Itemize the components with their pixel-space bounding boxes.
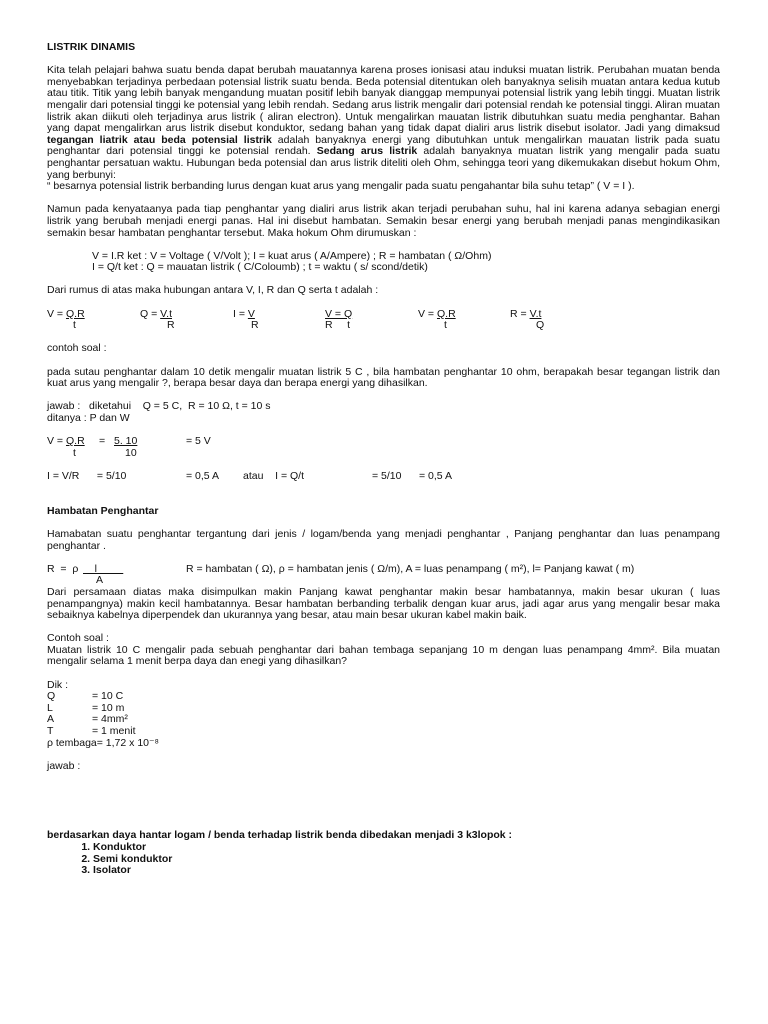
example1-voltage-calc: V = Q.R t = $\frac{5. 10}{10}$ = 5 V [47, 435, 211, 459]
list-item-isolator: 3. Isolator [93, 865, 720, 877]
hambatan-paragraph: Hamabatan suatu penghantar tergantung dari jenis / logam/benda yang menjadi penghantar , Panjang penghantar dan luas penampang penghantar . [47, 527, 720, 552]
hambatan-heading: Hambatan Penghantar [47, 504, 159, 517]
intro-paragraph [47, 65, 720, 181]
example1-question: pada sutau penghantar dalam 10 detik mengalir muatan listrik 5 C , bila hambatan penghantar 10 ohm, berapakah besar tegangan listrik dan kuat arus yang mengalir ?, berapa besar daya dan berapa energi yang dihasilkan. [47, 365, 720, 390]
known-t: T = 1 menit [47, 725, 136, 738]
known-a: A = 4mm² [47, 713, 128, 726]
ohm-law-quote: “ besarnya potensial listrik berbanding lurus dengan kuat arus yang mengalir pada suatu pengahantar bila suhu tetap” ( V = I ). [47, 180, 635, 193]
formula-voltage: V = I.R ket : V = Voltage ( V/Volt ); I = kuat arus ( A/Ampere) ; R = hambatan ( Ω/Ohm) [92, 249, 492, 262]
list-item-konduktor: 1. Konduktor [93, 842, 720, 854]
intro-text-3: adalah banyaknya muatan listrik yang mengalir pada suatu penghantar persatuan waktu. Hubungan beda potensial dan arus listrik diteliti oleh Ohm, sehingga teori yang dikemukakan disebut hokum Ohm, yang berbunyi: [47, 145, 721, 181]
example1-current-calc: I = V/R = 5/10 = 0,5 A atau I = Q/t = 5/10 = 0,5 A [47, 469, 452, 482]
formula-relations [47, 309, 720, 332]
example2-question: Muatan listrik 10 C mengalir pada sebuah penghantar dari bahan tembaga sepanjang 10 m dengan luas penampang 4mm². Bila muatan mengalir selama 1 menit berpa daya dan enegi yang dihasilkan? [47, 643, 720, 668]
relation-v-qr-t-2: V = Q.R t [418, 307, 456, 332]
known-q: Q = 10 C [47, 690, 124, 703]
page-title: LISTRIK DINAMIS [47, 41, 136, 53]
relation-i-v-r: I = V R [233, 307, 259, 332]
derivation-intro: Dari rumus di atas maka hubungan antara V, I, R dan Q serta t adalah : [47, 284, 379, 297]
intro-text-2: adalah banyaknya energi yang dibutuhkan untuk mengalirkan mauatan listrik pada suatu penghantar dari potensial tinggi ke potensial rendah. [47, 133, 720, 158]
list-item-semi-konduktor: 2. Semi konduktor [93, 854, 720, 866]
example1-known: jawab : diketahui Q = 5 C, R = 10 Ω, t = 10 s [47, 400, 271, 413]
example1-asked: ditanya : P dan W [47, 412, 130, 424]
intro-term-current: Sedang arus listrik [316, 145, 418, 158]
formula-current: I = Q/t ket : Q = mauatan listrik ( C/Coloumb) ; t = waktu ( s/ scond/detik) [92, 261, 428, 274]
known-rho: ρ tembaga= 1,72 x 10⁻⁸ [47, 736, 159, 749]
hambatan-conclusion: Dari persamaan diatas maka disimpulkan makin Panjang kawat penghantar makin besar hambatannya, makin besar ukuran ( luas penampangnya) makin kecil hambatannya. Besar hambatan berbanding terbalik dengan kuar arus, jadi agar arus yang mengalir besar maka sebaiknya kabelnya diperpendek dan ukurannya yang besar, atau main besar ukuran kabel makin baik. [47, 585, 720, 622]
example2-dik-label: Dik : [47, 678, 68, 691]
classification-intro: berdasarkan daya hantar logam / benda terhadap listrik benda dibedakan menjadi 3 k3lopok : [47, 829, 513, 842]
example1-label: contoh soal : [47, 342, 107, 355]
resistance-formula: R = ρ $\frac{l}{A}$ R = hambatan ( Ω), ρ = hambatan jenis ( Ω/m), A = luas penampang ( m²), l= Panjang kawat ( m) [47, 562, 635, 587]
material-list [47, 842, 720, 877]
document-page [47, 42, 720, 877]
resistance-legend: R = hambatan ( Ω), ρ = hambatan jenis ( Ω/m), A = luas penampang ( m²), l= Panjang kawat ( m) [186, 562, 635, 575]
example2-label: Contoh soal : [47, 632, 109, 645]
relation-q-vt-r: Q = V.t R [140, 307, 175, 332]
relation-v-q-rt: $\frac{V = Q}{\text{R t}}$ [325, 307, 353, 332]
known-l: L = 10 m [47, 701, 125, 714]
example2-known-values [47, 691, 720, 737]
example2-answer-label: jawab : [47, 759, 81, 772]
heat-paragraph: Namun pada kenyataanya pada tiap penghantar yang dialiri arus listrik akan terjadi perubahan suhu, hal ini karena adanya sebagian energi listrik yang berubah menjadi energi panas. Hal ini disebut hambatan. Semakin besar energi yang berubah menjadi panas mengindikasikan semakin besar hambatan penghantar tersebut. Maka hokum Ohm dirumuskan : [47, 203, 720, 239]
intro-text-1: Kita telah pelajari bahwa suatu benda dapat berubah mauatannya karena proses ionisasi atau induksi muatan listrik. Perubahan muatan benda menyebabkan terjadinya perbedaan potensial listrik suatu benda. Beda potensial ditentukan oleh banyaknya selisih muatan antara kedua kutub atau titik. Titik yang lebih banyak mengandung muatan positif lebih banyak dianggap mempunyai potensial listrik yang lebih tinggi. Muatan listrik mengalir dari potensial tinggi ke potensial yang lebih rendah. Sedang arus listrik mengalir dari potensial rendah ke potensial tinggi. Aliran muatan listrik akan diikuti oleh terjadinya arus listrik ( aliran electron). Untuk mengalirkan mauatan listrik dibutuhkan suatu media penghantar. Bahan yang dapat mengalirkan arus listrik disebut konduktor, sedang bahan yang tidak dapat dialiri arus listrik disebut isolator. Jadi yang dimaksud [47, 64, 720, 135]
relation-r-vt-q: R = V.t Q [510, 307, 545, 332]
intro-term-voltage: tegangan liatrik atau beda potensial listrik [47, 133, 272, 146]
relation-v-qr-t: V = Q.R t [47, 307, 85, 332]
